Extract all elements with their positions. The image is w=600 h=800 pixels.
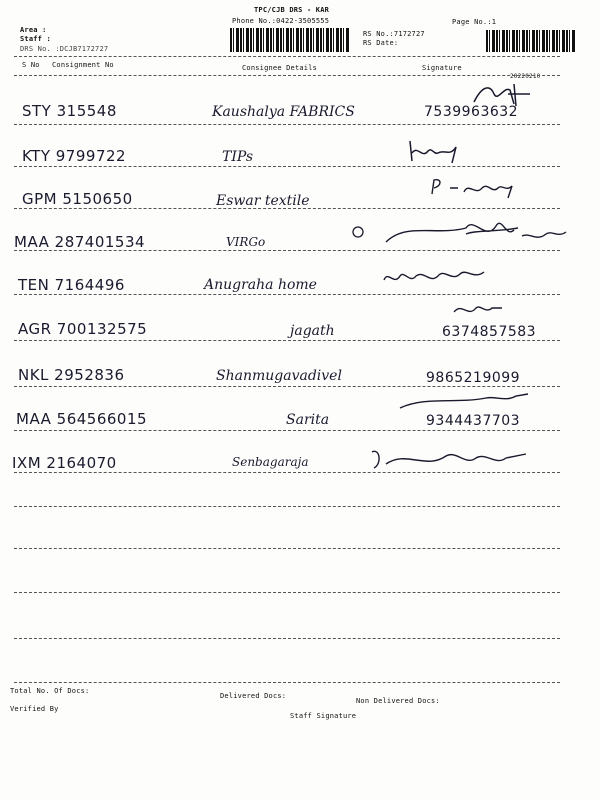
consignee-name: Eswar textile	[216, 193, 310, 209]
consignee-name: VIRGo	[226, 235, 266, 249]
staff-signature-label: Staff Signature	[290, 712, 357, 720]
verified-by-label: Verified By	[10, 705, 59, 713]
staff-label: Staff :	[20, 35, 51, 43]
total-docs-label: Total No. Of Docs:	[10, 687, 90, 695]
columns-divider	[14, 75, 560, 76]
signature-mark	[470, 80, 540, 110]
consignment-no: GPM 5150650	[22, 190, 133, 208]
phone-note: 9865219099	[426, 370, 521, 386]
consignment-no: KTY 9799722	[22, 147, 127, 165]
signature-mark	[380, 262, 494, 290]
signature-mark	[396, 388, 536, 414]
barcode-right	[486, 30, 576, 52]
row-divider	[14, 682, 560, 683]
consignment-no: STY 315548	[22, 102, 117, 120]
consignee-name: Anugraha home	[204, 277, 317, 293]
non-delivered-docs-label: Non Delivered Docs:	[356, 697, 440, 705]
document-title: TPC/CJB DRS - KAR	[254, 6, 330, 14]
row-divider	[14, 340, 560, 341]
row-divider	[14, 208, 560, 209]
col-consignee: Consignee Details	[242, 64, 318, 72]
row-divider	[14, 548, 560, 549]
phone-note: 9344437703	[426, 413, 521, 429]
consignment-no: MAA 287401534	[14, 233, 146, 251]
row-divider	[14, 506, 560, 507]
consignee-name: Sarita	[286, 412, 330, 428]
signature-mark	[404, 135, 474, 165]
consignee-name: Kaushalya FABRICS	[212, 104, 355, 120]
consignment-no: MAA 564566015	[16, 410, 148, 428]
phone-note: 7539963632	[424, 104, 519, 120]
date-stamp: 20220210	[510, 73, 541, 80]
row-divider	[14, 294, 560, 295]
col-sno: S No	[22, 61, 40, 69]
signature-mark	[366, 444, 538, 474]
consignee-name: jagath	[290, 323, 335, 339]
signature-mark	[346, 212, 570, 252]
signature-mark	[450, 298, 510, 322]
row-divider	[14, 472, 560, 473]
consignee-name: Shanmugavadivel	[216, 368, 342, 384]
consignment-no: AGR 700132575	[18, 320, 148, 338]
row-divider	[14, 386, 560, 387]
phone-number: Phone No.:0422-3505555	[232, 17, 330, 25]
signature-mark	[428, 174, 548, 200]
consignee-name: Senbagaraja	[232, 455, 309, 469]
row-divider	[14, 638, 560, 639]
page-number: Page No.:1	[452, 18, 497, 26]
phone-note: 6374857583	[442, 324, 537, 340]
rs-number: RS No.:7172727	[363, 30, 425, 38]
col-signature: Signature	[422, 64, 462, 72]
row-divider	[14, 124, 560, 125]
consignment-no: TEN 7164496	[18, 276, 125, 294]
rs-date: RS Date:	[363, 39, 399, 47]
consignee-name: TIPs	[222, 149, 254, 165]
row-divider	[14, 250, 560, 251]
barcode-center	[230, 28, 350, 52]
col-consignment: Consignment No	[52, 61, 114, 69]
drs-number: DRS No. :DCJB7172727	[20, 45, 109, 53]
consignment-no: NKL 2952836	[18, 366, 125, 384]
row-divider	[14, 430, 560, 431]
header-divider	[14, 56, 560, 57]
consignment-no: IXM 2164070	[12, 454, 117, 472]
delivered-docs-label: Delivered Docs:	[220, 692, 287, 700]
row-divider	[14, 166, 560, 167]
area-label: Area :	[20, 26, 47, 34]
row-divider	[14, 592, 560, 593]
